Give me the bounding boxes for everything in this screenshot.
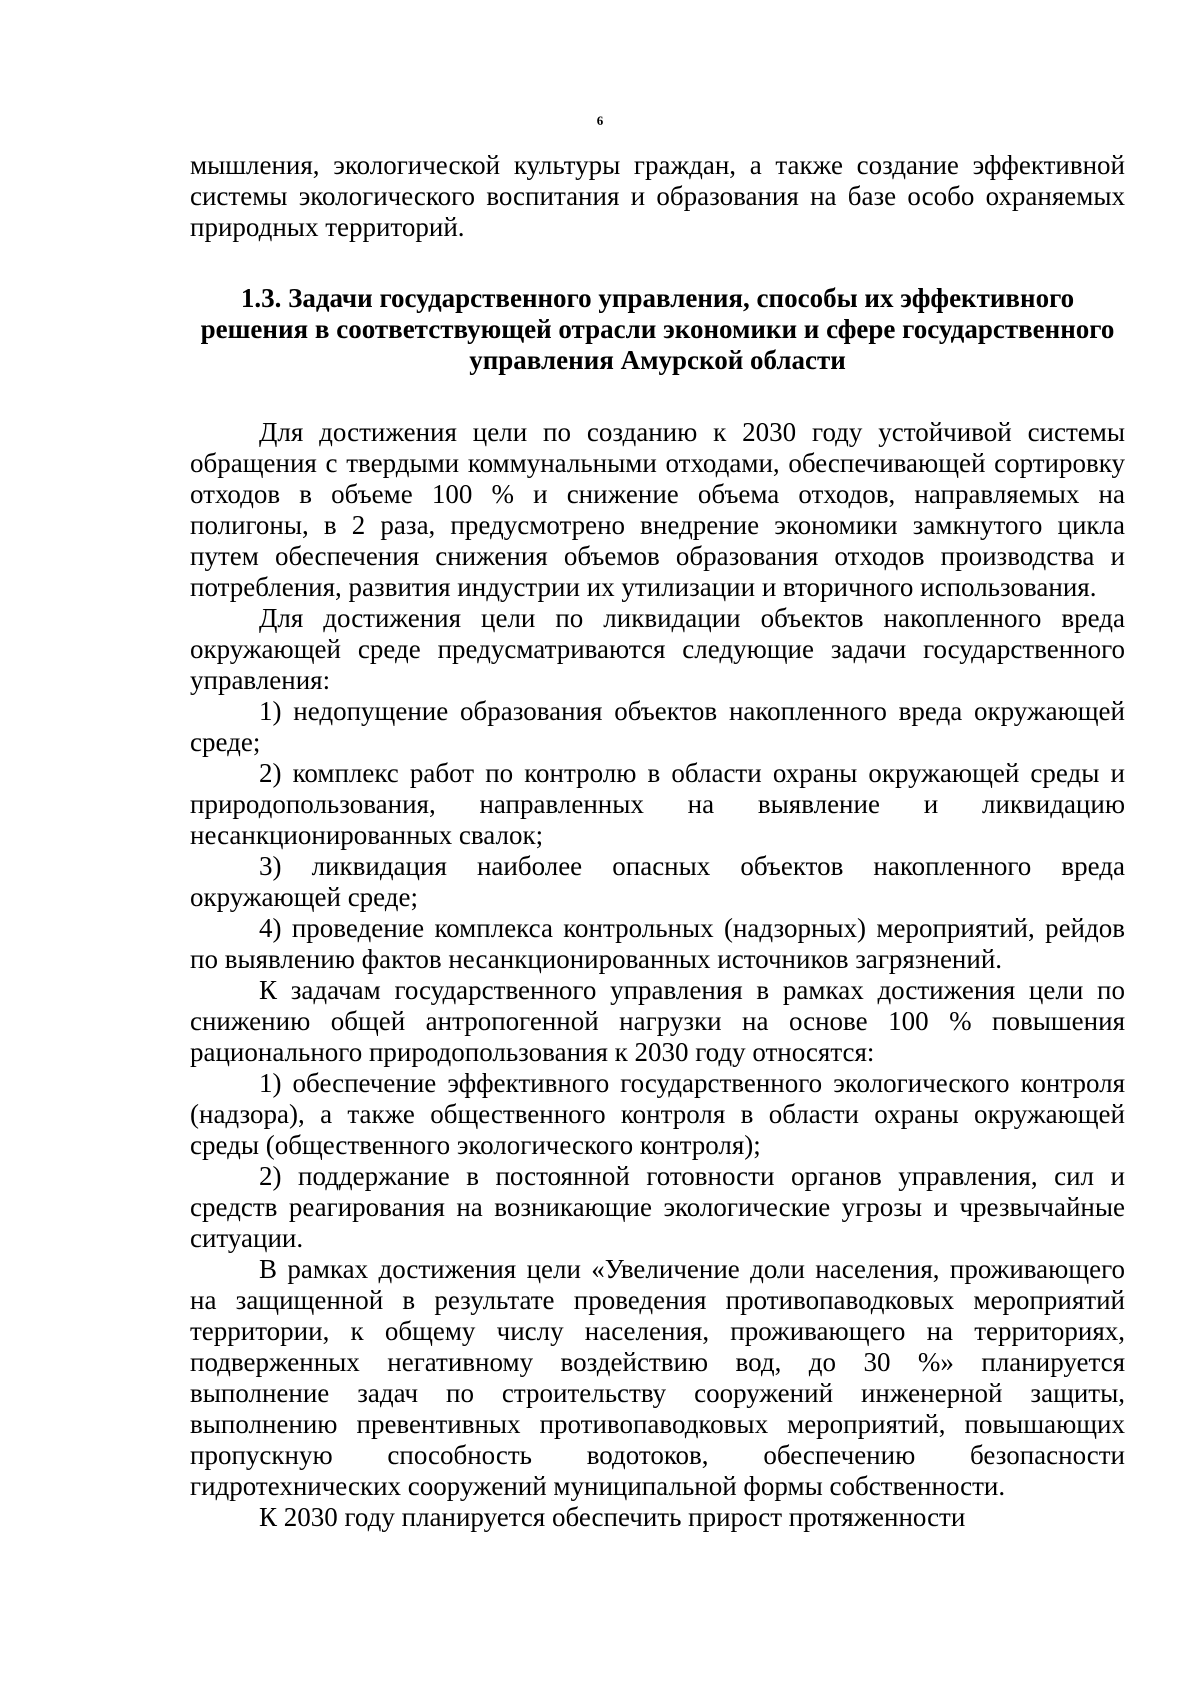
paragraph-5: К 2030 году планируется обеспечить прирост протяженности xyxy=(259,1502,966,1532)
intro-paragraph: мышления, экологической культуры граждан, а также создание эффективной системы экологического воспитания и образования на базе особо охраняемых природных территорий. xyxy=(190,150,1125,242)
paragraph-3: К задачам государственного управления в рамках достижения цели по снижению общей антропогенной нагрузки на основе 100 % повышения рационального природопользования к 2030 году относятся: xyxy=(190,975,1125,1067)
paragraph-4: В рамках достижения цели «Увеличение доли населения, проживающего на защищенной в результате проведения противопаводковых мероприятий территории, к общему числу населения, проживающего на территориях, подверженных негативному воздействию вод, до 30 %» планируется выполнение задач по строительству сооружений инженерной защиты, выполнению превентивных противопаводковых мероприятий, повышающих пропускную способность водотоков, обеспечению безопасности гидротехнических сооружений муниципальной формы собственности. xyxy=(190,1254,1125,1501)
list-item-3: 3) ликвидация наиболее опасных объектов накопленного вреда окружающей среде; xyxy=(190,851,1125,912)
paragraph-2: Для достижения цели по ликвидации объектов накопленного вреда окружающей среде предусматриваются следующие задачи государственного управления: xyxy=(190,603,1125,695)
list-item-2: 2) комплекс работ по контролю в области охраны окружающей среды и природопользования, направленных на выявление и ликвидацию несанкционированных свалок; xyxy=(190,758,1125,850)
paragraph-1: Для достижения цели по созданию к 2030 году устойчивой системы обращения с твердыми коммунальными отходами, обеспечивающей сортировку отходов в объеме 100 % и снижение объема отходов, направляемых на полигоны, в 2 раза, предусмотрено внедрение экономики замкнутого цикла путем обеспечения снижения объемов образования отходов производства и потребления, развития индустрии их утилизации и вторичного использования. xyxy=(190,417,1125,602)
list-item-6: 2) поддержание в постоянной готовности органов управления, сил и средств реагирования на возникающие экологические угрозы и чрезвычайные ситуации. xyxy=(190,1161,1125,1253)
page-number: 6 xyxy=(596,113,604,128)
list-item-1: 1) недопущение образования объектов накопленного вреда окружающей среде; xyxy=(190,696,1125,757)
list-item-4: 4) проведение комплекса контрольных (надзорных) мероприятий, рейдов по выявлению фактов несанкционированных источников загрязнений. xyxy=(190,913,1125,974)
section-heading: 1.3. Задачи государственного управления, способы их эффективного решения в соответствующей отрасли экономики и сфере государственного управления Амурской области xyxy=(200,283,1115,375)
document-body xyxy=(190,150,1125,1533)
list-item-5: 1) обеспечение эффективного государственного экологического контроля (надзора), а также общественного контроля в области охраны окружающей среды (общественного экологического контроля); xyxy=(190,1068,1125,1160)
